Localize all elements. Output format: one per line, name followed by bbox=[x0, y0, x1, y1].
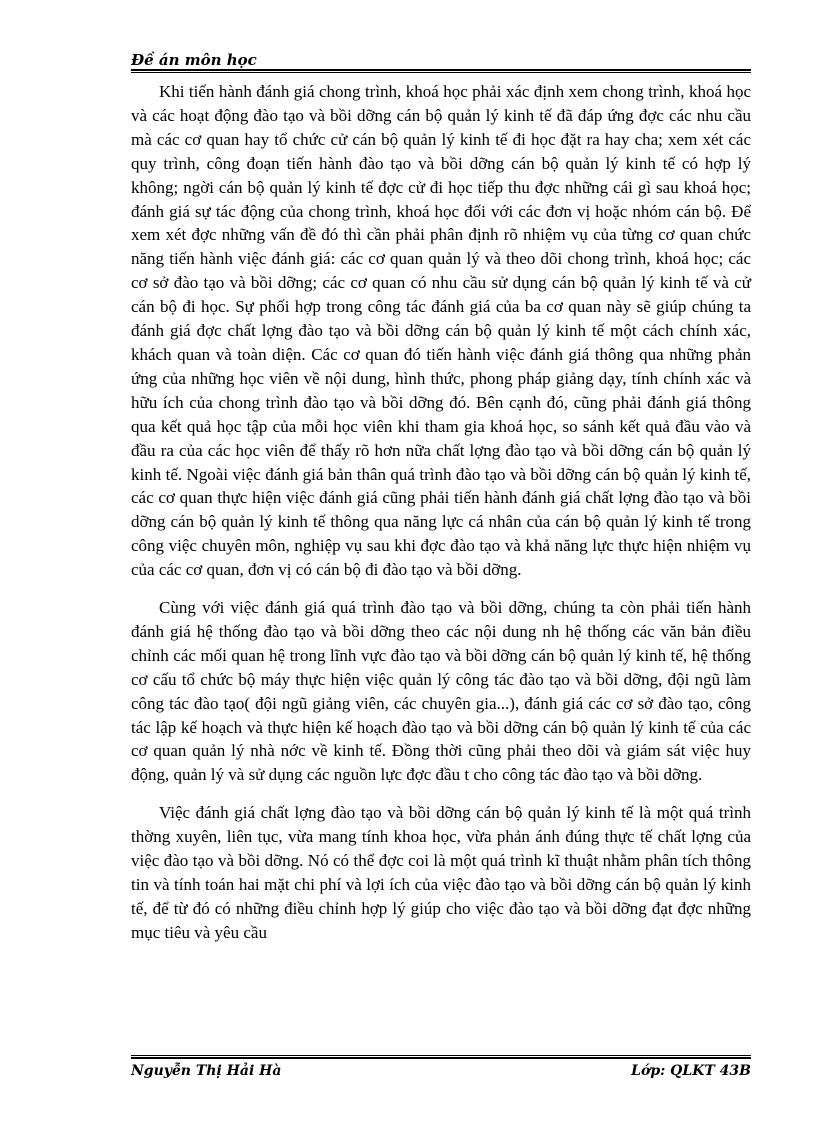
footer-author: Nguyễn Thị Hải Hà bbox=[131, 1063, 282, 1079]
paragraph-evaluation-programs: Khi tiến hành đánh giá chong trình, khoá học phải xác định xem chong trình, khoá học và các hoạt động đào tạo và bồi dỡng cán bộ quản lý kinh tế đã đáp ứng đợc các nhu cầu mà các cơ quan hay tổ chức cử cán bộ quản lý kinh tế đi học đặt ra hay cha; xem xét các quy trình, công đoạn tiến hành đào tạo và bồi dỡng cán bộ quản lý kinh tế có hợp lý không; ngời cán bộ quản lý kinh tế đợc cử đi học tiếp thu đợc những cái gì sau khoá học; đánh giá sự tác động của chong trình, khoá học đối với các đơn vị hoặc nhóm cán bộ. Để xem xét đợc những vấn đề đó thì cần phải phân định rõ nhiệm vụ của từng cơ quan chức năng tiến hành việc đánh giá: các cơ quan quản lý và theo dõi chong trình, khoá học; các cơ sở đào tạo và bồi dỡng; các cơ quan có nhu cầu sử dụng cán bộ quản lý kinh tế và cử cán bộ đi học. Sự phối hợp trong công tác đánh giá của ba cơ quan này sẽ giúp chúng ta đánh giá đợc chất lợng đào tạo và bồi dỡng cán bộ quản lý kinh tế một cách chính xác, khách quan và toàn diện. Các cơ quan đó tiến hành việc đánh giá thông qua những phản ứng của những học viên về nội dung, hình thức, phong pháp giảng dạy, tính chính xác và hữu ích của chong trình đào tạo và bồi dỡng đó. Bên cạnh đó, cũng phải đánh giá thông qua kết quả học tập của mỗi học viên khi tham gia khoá học, so sánh kết quả đầu vào và đầu ra của các học viên để thấy rõ hơn nữa chất lợng đào tạo và bồi dỡng cán bộ quản lý kinh tế. Ngoài việc đánh giá bản thân quá trình đào tạo và bồi dỡng cán bộ quản lý kinh tế, các cơ quan thực hiện việc đánh giá cũng phải tiến hành đánh giá chất lợng đào tạo và bồi dỡng cán bộ quản lý kinh tế thông qua năng lực cá nhân của cán bộ quản lý kinh tế trong công việc chuyên môn, nghiệp vụ sau khi đợc đào tạo và khả năng lực thực hiện nhiệm vụ của các cơ quan, đơn vị có cán bộ đi đào tạo và bồi dỡng. bbox=[131, 82, 751, 580]
header-title: Đề án môn học bbox=[131, 51, 257, 69]
header-divider bbox=[131, 69, 751, 72]
footer-divider bbox=[131, 1055, 751, 1059]
paragraph-evaluation-quality: Việc đánh giá chất lợng đào tạo và bồi dỡng cán bộ quản lý kinh tế là một quá trình thờng xuyên, liên tục, vừa mang tính khoa học, vừa phản ánh đúng thực tế chất lợng của việc đào tạo và bồi dỡng. Nó có thể đợc coi là một quá trình kĩ thuật nhằm phân tích thông tin và tính toán hai mặt chi phí và lợi ích của việc đào tạo và bồi dỡng cán bộ quản lý kinh tế, để từ đó có những điều chỉnh hợp lý giúp cho việc đào tạo và bồi dỡng đạt đợc những mục tiêu và yêu cầu bbox=[131, 803, 751, 942]
page-header bbox=[131, 51, 753, 70]
paragraph-evaluation-system: Cùng với việc đánh giá quá trình đào tạo và bồi dỡng, chúng ta còn phải tiến hành đánh giá hệ thống đào tạo và bồi dỡng theo các nội dung nh hệ thống các văn bản điều chỉnh các mối quan hệ trong lĩnh vực đào tạo và bồi dỡng cán bộ quản lý kinh tế, hệ thống cơ cấu tổ chức bộ máy thực hiện việc quản lý công tác đào tạo và bồi dỡng, đội ngũ làm công tác đào tạo( đội ngũ giảng viên, các chuyên gia...), đánh giá các cơ sở đào tạo, công tác lập kế hoạch và thực hiện kế hoạch đào tạo và bồi dỡng cán bộ quản lý kinh tế của các cơ quan quản lý nhà nớc về kinh tế. Đồng thời cũng phải theo dõi và giám sát việc huy động, quản lý và sử dụng các nguồn lực đợc đầu t cho công tác đào tạo và bồi dỡng. bbox=[131, 598, 751, 785]
document-body bbox=[131, 80, 751, 959]
footer-class: Lớp: QLKT 43B bbox=[631, 1063, 751, 1079]
page-footer bbox=[131, 1063, 751, 1083]
